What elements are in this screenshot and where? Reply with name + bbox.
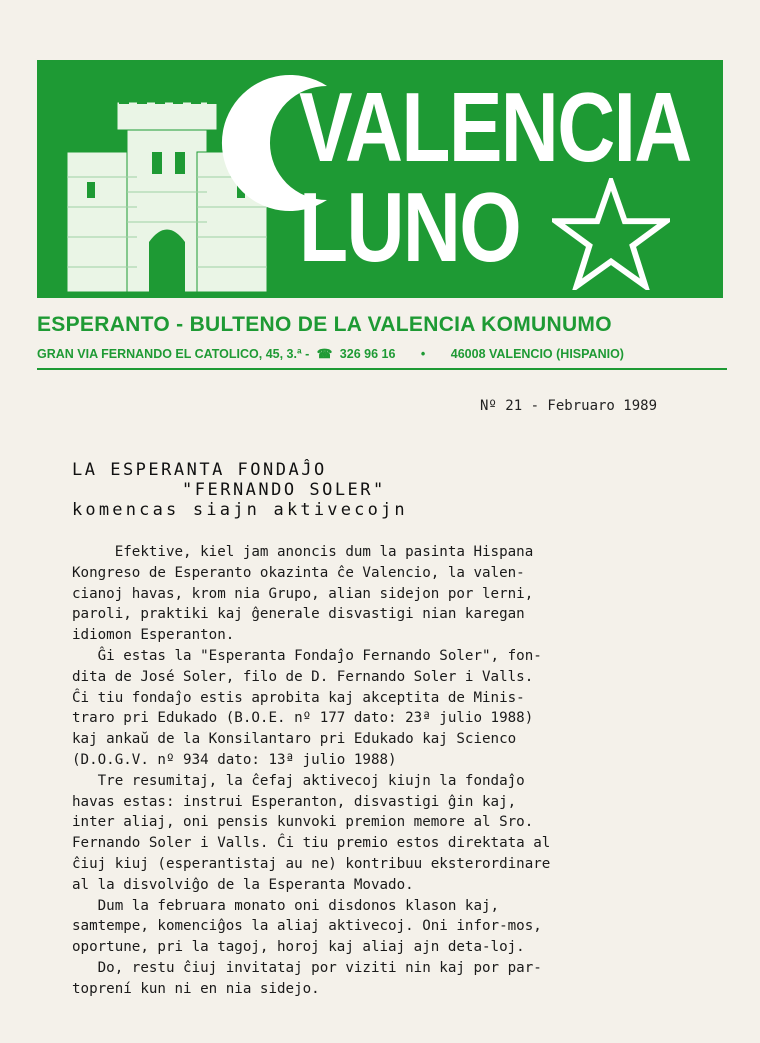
address-bullet: • — [420, 347, 426, 361]
masthead-subtitle: ESPERANTO - BULTENO DE LA VALENCIA KOMUNUMO — [37, 313, 612, 336]
article-title-line3: komencas siajn aktivecojn — [72, 500, 408, 520]
article-line: inter aliaj, oni pensis kunvoki premion memore al Sro. — [72, 814, 534, 831]
article-line: cianoj havas, krom nia Grupo, alian sidejon por lerni, — [72, 585, 534, 602]
article-heading — [72, 460, 542, 520]
article-title-line2: "FERNANDO SOLER" — [182, 480, 386, 500]
article-line: dita de José Soler, filo de D. Fernando Soler i Valls. — [72, 668, 534, 685]
article-line: Ĉi tiu fondaĵo estis aprobita kaj akceptita de Minis- — [72, 689, 525, 706]
article-line: ĉiuj kiuj (esperantistaj au ne) kontribuu eksterordinare — [72, 855, 551, 872]
article-line: Kongreso de Esperanto okazinta ĉe Valencio, la valen- — [72, 564, 525, 581]
article-line: (D.O.G.V. nº 934 dato: 13ª julio 1988) — [72, 751, 397, 768]
masthead-banner — [37, 60, 723, 298]
article-line: al la disvolviĝo de la Esperanta Movado. — [72, 876, 414, 893]
article-body — [72, 542, 672, 1000]
article-line: toprení kun ni en nia sidejo. — [72, 980, 320, 997]
article-line: Dum la februara monato oni disdonos klason kaj, — [72, 897, 500, 914]
address-city: 46008 VALENCIO (HISPANIO) — [450, 347, 624, 361]
masthead-address — [37, 346, 737, 361]
article-line: Do, restu ĉiuj invitataj por viziti nin kaj por par- — [72, 959, 542, 976]
article-line: kaj ankaŭ de la Konsilantaro pri Edukado kaj Scienco — [72, 731, 517, 748]
address-street: GRAN VIA FERNANDO EL CATOLICO, 45, 3.ª - — [37, 347, 310, 361]
article-line: Efektive, kiel jam anoncis dum la pasinta Hispana — [72, 544, 534, 560]
star-icon — [552, 178, 670, 290]
article-line: Fernando Soler i Valls. Ĉi tiu premio estos direktata al — [72, 835, 551, 852]
article-line: Ĝi estas la "Esperanta Fondaĵo Fernando Soler", fon- — [72, 647, 542, 664]
masthead-title-line1: VALENCIA — [299, 72, 691, 182]
article-line: samtempe, komenciĝos la aliaj aktivecoj. Oni infor-mos, — [72, 918, 542, 935]
issue-number: Nº 21 - Februaro 1989 — [480, 398, 658, 414]
address-divider — [37, 368, 727, 370]
masthead-title-line2: LUNO — [299, 172, 521, 282]
article-line: havas estas: instrui Esperanton, disvastigi ĝin kaj, — [72, 793, 517, 810]
article-line: traro pri Edukado (B.O.E. nº 177 dato: 23ª julio 1988) — [72, 710, 534, 727]
article-line: oportune, pri la tagoj, horoj kaj aliaj ajn deta-loj. — [72, 939, 525, 956]
phone-icon: ☎ — [316, 347, 333, 361]
article-title-line1: LA ESPERANTA FONDAĴO — [72, 460, 327, 480]
article-line: Tre resumitaj, la ĉefaj aktivecoj kiujn la fondaĵo — [72, 772, 525, 789]
article-line: paroli, praktiki kaj ĝenerale disvastigi nian karegan — [72, 606, 525, 623]
address-phone: 326 96 16 — [339, 347, 396, 361]
article-line: idiomon Esperanton. — [72, 627, 235, 644]
